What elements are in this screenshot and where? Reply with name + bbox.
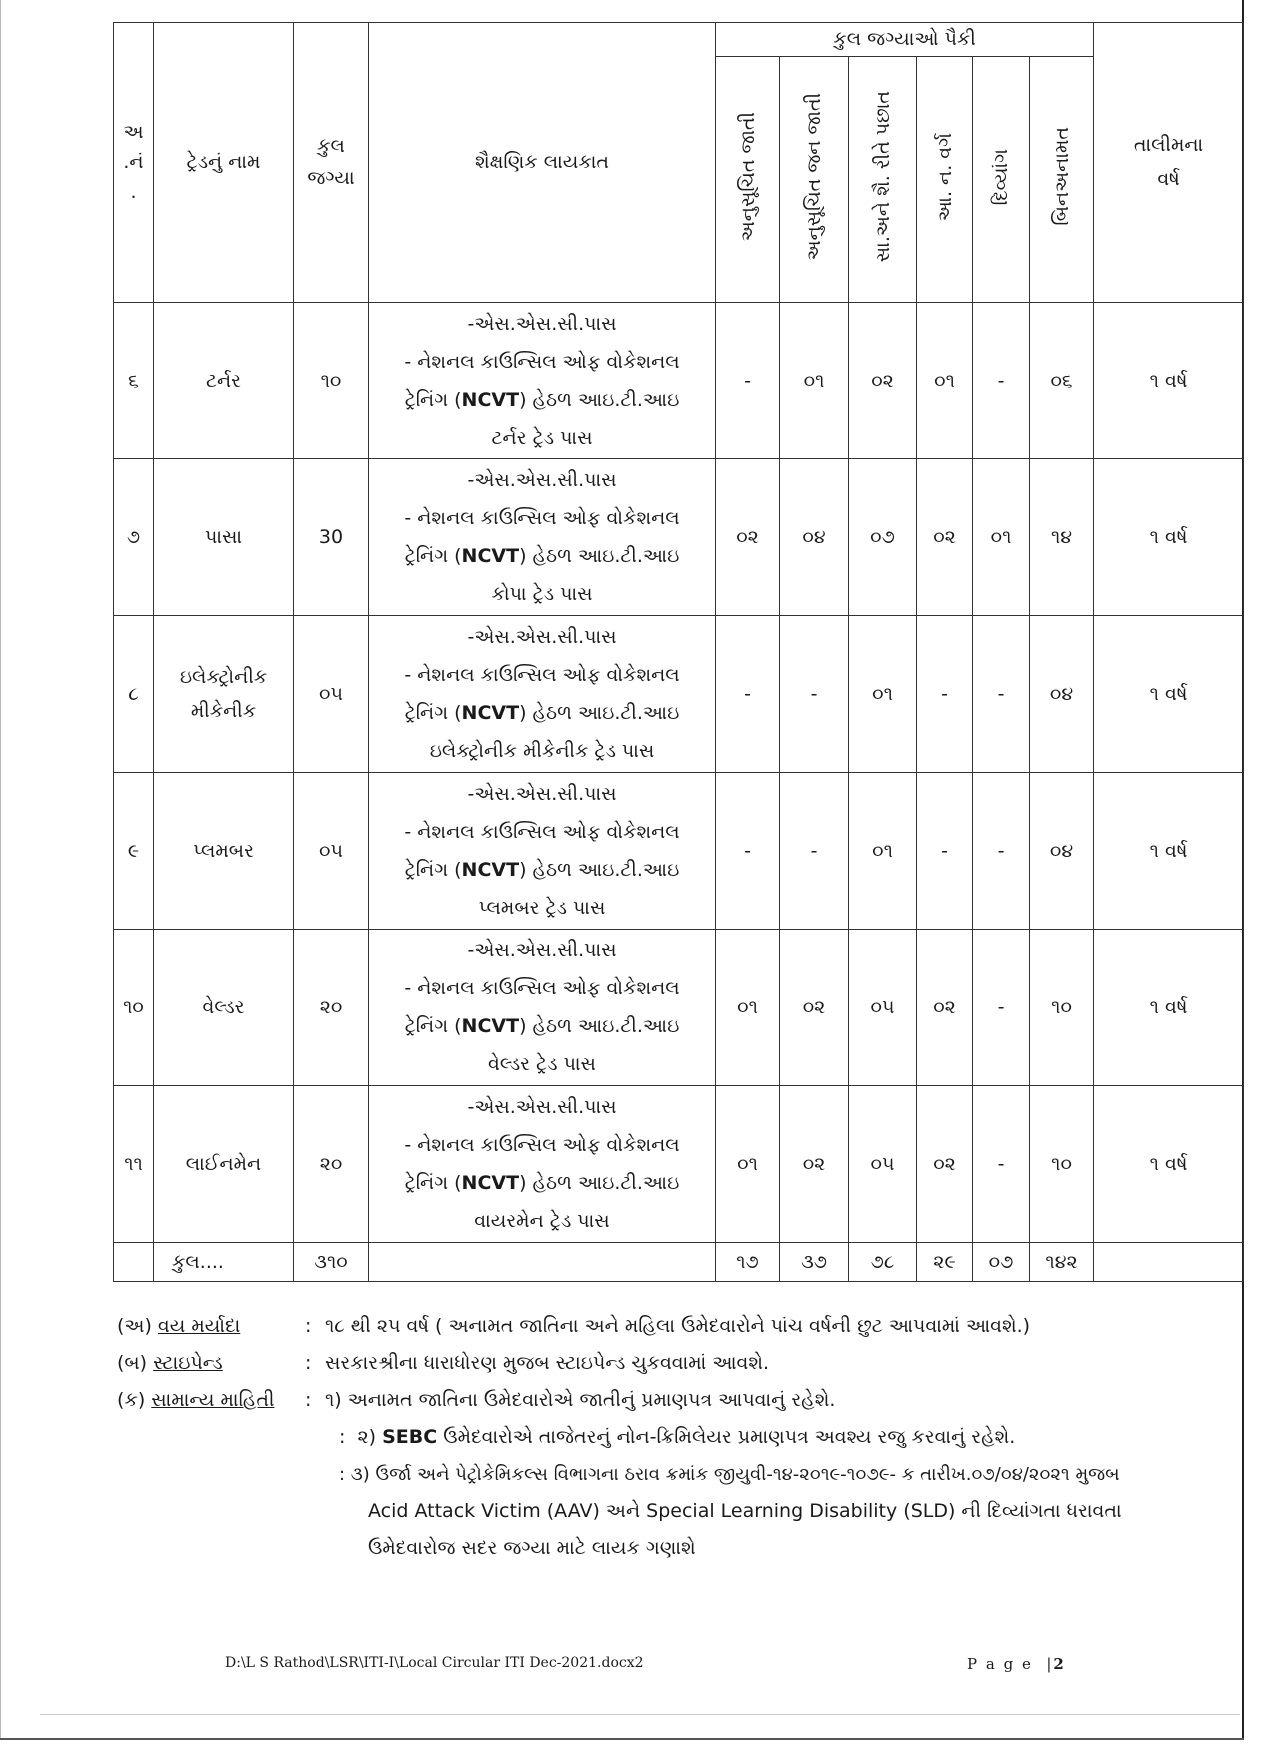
total-blank xyxy=(114,1243,154,1282)
note-general-item2 xyxy=(117,1419,1247,1456)
row-value: ૦૪ xyxy=(1030,616,1094,773)
category-label: દિવ્યાંગ xyxy=(990,148,1012,205)
qual-line xyxy=(369,381,715,419)
row-trade: લાઈનમેન xyxy=(154,1086,294,1243)
table-row xyxy=(114,929,1244,1086)
table-row xyxy=(114,616,1244,773)
qual-line: - નેશનલ કાઉન્સિલ ઓફ વોકેશનલ xyxy=(404,507,680,530)
note-general xyxy=(117,1382,1247,1419)
row-qualification xyxy=(369,302,716,459)
trades-table xyxy=(113,22,1244,1282)
row-qualification xyxy=(369,1086,716,1243)
qual-text: ટ્રેનિંગ ( xyxy=(404,1015,462,1038)
row-value: ૦૨ xyxy=(780,929,849,1086)
qual-line: -એસ.એસ.સી.પાસ xyxy=(467,469,617,492)
row-value: ૦૧ xyxy=(849,772,917,929)
note-label xyxy=(117,1345,305,1382)
category-label: સા.અને શૈ. રીતે પછાત xyxy=(871,91,894,263)
row-value: - xyxy=(973,1086,1030,1243)
total-value: ૧૪૨ xyxy=(1030,1243,1094,1282)
row-years: ૧ વર્ષ xyxy=(1094,929,1244,1086)
header-training-years xyxy=(1094,23,1244,303)
qual-line: - નેશનલ કાઉન્સિલ ઓફ વોકેશનલ xyxy=(404,1134,680,1157)
note-prefix: (અ) xyxy=(117,1315,158,1337)
note-text: : ૨) xyxy=(339,1426,383,1448)
header-category xyxy=(716,56,780,302)
table-row xyxy=(114,772,1244,929)
row-value: ૦૧ xyxy=(780,302,849,459)
header-total-line: કુલ xyxy=(317,135,345,158)
row-total: ૦૫ xyxy=(294,772,369,929)
note-colon: : xyxy=(305,1315,312,1337)
header-serial-line: . xyxy=(130,181,137,204)
row-years: ૧ વર્ષ xyxy=(1094,772,1244,929)
row-value: - xyxy=(716,302,780,459)
total-qual-blank xyxy=(369,1243,716,1282)
table-row xyxy=(114,302,1244,459)
row-value: - xyxy=(973,929,1030,1086)
qual-line: - નેશનલ કાઉન્સિલ ઓફ વોકેશનલ xyxy=(404,977,680,1000)
row-number: ૯ xyxy=(114,772,154,929)
row-number: ૬ xyxy=(114,302,154,459)
row-value: - xyxy=(973,616,1030,773)
qual-text: ) હેઠળ આઇ.ટી.આઇ xyxy=(519,545,680,568)
note-label-text: સામાન્ય માહિતી xyxy=(151,1389,275,1411)
row-total: ૧૦ xyxy=(294,302,369,459)
qual-line: વાયરમેન ટ્રેડ પાસ xyxy=(474,1210,610,1233)
row-value: - xyxy=(917,616,973,773)
qual-line xyxy=(369,851,715,889)
row-total: ૦૫ xyxy=(294,616,369,773)
row-number: ૧૧ xyxy=(114,1086,154,1243)
note-general-item3-cont xyxy=(117,1530,1247,1567)
note-general-item3-cont xyxy=(117,1493,1247,1530)
row-total: ૨૦ xyxy=(294,1086,369,1243)
row-value: ૦૨ xyxy=(917,929,973,1086)
note-text: ૧) અનામત જાતિના ઉમેદવારોએ જાતીનું પ્રમાણપત્ર આપવાનું રહેશે. xyxy=(325,1389,836,1411)
row-value: ૦૨ xyxy=(917,1086,973,1243)
qual-text: ટ્રેનિંગ ( xyxy=(404,1172,462,1195)
row-trade xyxy=(154,616,294,773)
qual-line: કોપા ટ્રેડ પાસ xyxy=(491,583,593,606)
qual-text: ) હેઠળ આઇ.ટી.આઇ xyxy=(519,1172,680,1195)
header-row-1 xyxy=(114,23,1244,57)
row-value: ૦૧ xyxy=(716,1086,780,1243)
qual-line: -એસ.એસ.સી.પાસ xyxy=(467,625,617,648)
row-value: ૦૪ xyxy=(1030,772,1094,929)
row-value: ૦૨ xyxy=(780,1086,849,1243)
row-value: ૦૫ xyxy=(849,1086,917,1243)
note-text: ઉમેદવારોએ તાજેતરનું નોન-ક્રિમિલેયર પ્રમાણપત્ર અવશ્ય રજુ કરવાનું રહેશે. xyxy=(437,1426,1016,1448)
row-trade-line: ઇલેક્ટ્રોનીક xyxy=(179,665,268,688)
row-value: - xyxy=(780,772,849,929)
note-prefix: (બ) xyxy=(117,1352,154,1374)
row-value: ૦૧ xyxy=(917,302,973,459)
row-trade-line: મીકેનીક xyxy=(190,699,257,722)
header-group-title: કુલ જગ્યાઓ પૈકી xyxy=(716,23,1094,57)
note-age xyxy=(117,1308,1247,1345)
row-trade: વેલ્ડર xyxy=(154,929,294,1086)
row-years: ૧ વર્ષ xyxy=(1094,459,1244,616)
header-serial-line: .નં xyxy=(123,151,144,174)
row-value: ૦૭ xyxy=(849,459,917,616)
note-text: સરકારશ્રીના ધારાધોરણ મુજબ સ્ટાઇપેન્ડ ચુકવવામાં આવશે. xyxy=(325,1352,770,1374)
footer-page-label: P a g e | xyxy=(967,1655,1054,1673)
qual-text: ટ્રેનિંગ ( xyxy=(404,388,462,411)
header-years-line: વર્ષ xyxy=(1157,168,1180,191)
note-bold: SEBC xyxy=(382,1426,438,1448)
qual-text: ) હેઠળ આઇ.ટી.આઇ xyxy=(519,388,680,411)
footer-page-number: 2 xyxy=(1053,1655,1066,1673)
qual-line: - નેશનલ કાઉન્સિલ ઓફ વોકેશનલ xyxy=(404,820,680,843)
qual-line: ટર્નર ટ્રેડ પાસ xyxy=(491,426,593,449)
row-value: ૦૨ xyxy=(849,302,917,459)
total-value: ૨૯ xyxy=(917,1243,973,1282)
notes-section xyxy=(117,1308,1247,1567)
total-row xyxy=(114,1243,1244,1282)
qual-line xyxy=(369,1007,715,1045)
row-value: - xyxy=(973,772,1030,929)
note-text: Acid Attack Victim (AAV) અને Special Learning Disability (SLD) ની દિવ્યાંગતા ધરાવતા xyxy=(368,1500,1122,1522)
header-category xyxy=(973,56,1030,302)
qual-line: -એસ.એસ.સી.પાસ xyxy=(467,1096,617,1119)
row-value: ૧૪ xyxy=(1030,459,1094,616)
row-number: ૧૦ xyxy=(114,929,154,1086)
qual-line: વેલ્ડર ટ્રેડ પાસ xyxy=(488,1053,596,1076)
note-text: ઉમેદવારોજ સદર જગ્યા માટે લાયક ગણાશે xyxy=(368,1537,696,1559)
footer-page xyxy=(967,1655,1066,1673)
note-label xyxy=(117,1382,305,1419)
qual-text: ) હેઠળ આઇ.ટી.આઇ xyxy=(519,1015,680,1038)
row-value: ૦૧ xyxy=(716,929,780,1086)
row-qualification xyxy=(369,929,716,1086)
qual-line xyxy=(369,694,715,732)
header-category xyxy=(1030,56,1094,302)
qual-line: ઇલેક્ટ્રોનીક મીકેનીક ટ્રેડ પાસ xyxy=(429,739,655,762)
note-prefix: (ક) xyxy=(117,1389,152,1411)
note-colon: : xyxy=(305,1352,312,1374)
qual-ncvt: NCVT xyxy=(461,701,520,724)
header-category xyxy=(917,56,973,302)
qual-line: - નેશનલ કાઉન્સિલ ઓફ વોકેશનલ xyxy=(404,663,680,686)
header-trade-name: ટ્રેડનું નામ xyxy=(154,23,294,303)
category-label: અનુસૂચિત જન જાતી xyxy=(803,93,825,261)
note-label-text: વય મર્યાદા xyxy=(157,1315,241,1337)
row-qualification xyxy=(369,616,716,773)
table-row xyxy=(114,459,1244,616)
page-edge-left xyxy=(0,0,1,1740)
row-value: ૦૬ xyxy=(1030,302,1094,459)
category-label: અનુસૂચિત જાતી xyxy=(736,112,759,242)
row-trade: પ્લમબર xyxy=(154,772,294,929)
header-category xyxy=(780,56,849,302)
qual-line: -એસ.એસ.સી.પાસ xyxy=(467,939,617,962)
qual-text: ) હેઠળ આઇ.ટી.આઇ xyxy=(519,701,680,724)
header-serial-line: અ xyxy=(123,121,144,144)
row-total: 30 xyxy=(294,459,369,616)
header-category xyxy=(849,56,917,302)
row-value: ૦૧ xyxy=(849,616,917,773)
header-total-line: જગ્યા xyxy=(307,167,355,190)
row-value: ૦૨ xyxy=(716,459,780,616)
page-edge-bottom xyxy=(0,1738,1244,1740)
total-years-blank xyxy=(1094,1243,1244,1282)
row-value: - xyxy=(780,616,849,773)
row-value: ૦૪ xyxy=(780,459,849,616)
qual-text: ટ્રેનિંગ ( xyxy=(404,545,462,568)
total-value: ૭૮ xyxy=(849,1243,917,1282)
category-label: બિનઅનામત xyxy=(1050,127,1073,226)
category-label: આ. ન. વર્ગ xyxy=(933,132,956,221)
qual-ncvt: NCVT xyxy=(461,545,520,568)
qual-ncvt: NCVT xyxy=(461,1172,520,1195)
header-total-posts xyxy=(294,23,369,303)
note-colon: : xyxy=(305,1389,312,1411)
qual-ncvt: NCVT xyxy=(461,388,520,411)
row-value: ૧૦ xyxy=(1030,1086,1094,1243)
qual-line xyxy=(369,537,715,575)
scan-line xyxy=(40,1714,1240,1715)
qual-line xyxy=(369,1164,715,1202)
row-number: ૮ xyxy=(114,616,154,773)
row-value: - xyxy=(716,616,780,773)
total-value: ૧૭ xyxy=(716,1243,780,1282)
qual-ncvt: NCVT xyxy=(461,1015,520,1038)
total-value: ૩૭ xyxy=(780,1243,849,1282)
total-posts: ૩૧૦ xyxy=(294,1243,369,1282)
row-value: - xyxy=(973,302,1030,459)
qual-text: ટ્રેનિંગ ( xyxy=(404,701,462,724)
total-value: ૦૭ xyxy=(973,1243,1030,1282)
row-value: ૦૨ xyxy=(917,459,973,616)
row-value: - xyxy=(716,772,780,929)
note-label xyxy=(117,1308,305,1345)
note-text: : ૩) ઉર્જા અને પેટ્રોકેમિકલ્સ વિભાગના ઠરાવ ક્રમાંક જીયુવી-૧૪-૨૦૧૯-૧૦૭૯- ક તારીખ.૦૭/૦૪/૨૦૨૧ મુજબ xyxy=(339,1464,1120,1485)
header-qualification: શૈક્ષણિક લાયકાત xyxy=(369,23,716,303)
qual-line: - નેશનલ કાઉન્સિલ ઓફ વોકેશનલ xyxy=(404,350,680,373)
row-total: ૨૦ xyxy=(294,929,369,1086)
row-value: ૦૧ xyxy=(973,459,1030,616)
qual-line: -એસ.એસ.સી.પાસ xyxy=(467,782,617,805)
qual-ncvt: NCVT xyxy=(461,858,520,881)
header-years-line: તાલીમના xyxy=(1133,134,1204,157)
row-qualification xyxy=(369,772,716,929)
total-label: કુલ.... xyxy=(154,1243,294,1282)
row-number: ૭ xyxy=(114,459,154,616)
table-row xyxy=(114,1086,1244,1243)
row-qualification xyxy=(369,459,716,616)
qual-line: પ્લમબર ટ્રેડ પાસ xyxy=(478,896,606,919)
qual-text: ) હેઠળ આઇ.ટી.આઇ xyxy=(519,858,680,881)
row-years: ૧ વર્ષ xyxy=(1094,302,1244,459)
row-years: ૧ વર્ષ xyxy=(1094,616,1244,773)
row-value: - xyxy=(917,772,973,929)
row-years: ૧ વર્ષ xyxy=(1094,1086,1244,1243)
note-stipend xyxy=(117,1345,1247,1382)
footer-file-path: D:\L S Rathod\LSR\ITI-I\Local Circular ITI Dec-2021.docx2 xyxy=(225,1655,644,1671)
row-trade: પાસા xyxy=(154,459,294,616)
note-text: ૧૮ થી ૨૫ વર્ષ ( અનામત જાતિના અને મહિલા ઉમેદવારોને પાંચ વર્ષની છુટ આપવામાં આવશે.) xyxy=(325,1315,1031,1337)
note-general-item3 xyxy=(117,1456,1247,1493)
row-trade: ટર્નર xyxy=(154,302,294,459)
row-value: ૦૫ xyxy=(849,929,917,1086)
row-value: ૧૦ xyxy=(1030,929,1094,1086)
header-serial xyxy=(114,23,154,303)
note-label-text: સ્ટાઇપેન્ડ xyxy=(153,1352,223,1374)
qual-line: -એસ.એસ.સી.પાસ xyxy=(467,312,617,335)
qual-text: ટ્રેનિંગ ( xyxy=(404,858,462,881)
